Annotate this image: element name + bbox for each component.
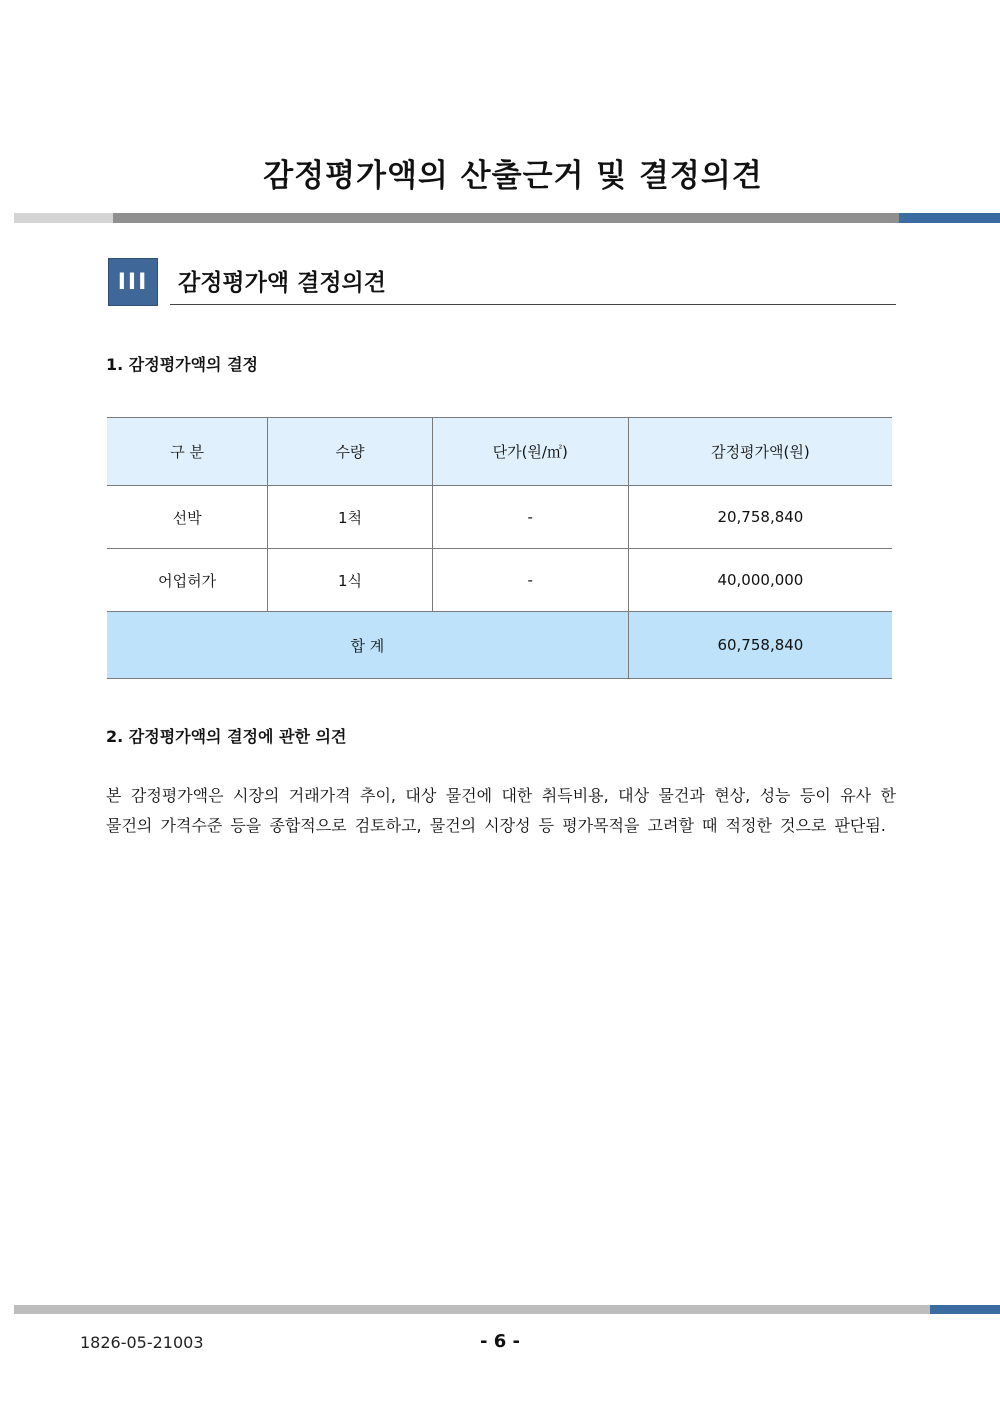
cell-quantity: 1식 — [268, 549, 432, 612]
header-quantity: 수량 — [268, 418, 432, 486]
footer-blue-segment — [930, 1305, 1000, 1314]
footer-divider-bar — [14, 1305, 1000, 1314]
subsection-heading-2: 2. 감정평가액의 결정에 관한 의견 — [106, 727, 347, 746]
table-header-row — [107, 418, 892, 486]
cell-unit-price: - — [432, 549, 628, 612]
document-code: 1826-05-21003 — [80, 1333, 204, 1352]
table-row — [107, 486, 892, 549]
table-row — [107, 549, 892, 612]
header-amount: 감정평가액(원) — [628, 418, 892, 486]
total-label: 합 계 — [107, 612, 628, 679]
appraisal-value-table — [107, 417, 892, 679]
section-underline — [170, 304, 896, 305]
cell-category: 선박 — [107, 486, 268, 549]
cell-unit-price: - — [432, 486, 628, 549]
document-title: 감정평가액의 산출근거 및 결정의견 — [263, 158, 763, 194]
total-amount: 60,758,840 — [628, 612, 892, 679]
table-total-row — [107, 612, 892, 679]
cell-category: 어업허가 — [107, 549, 268, 612]
header-category: 구 분 — [107, 418, 268, 486]
cell-amount: 40,000,000 — [628, 549, 892, 612]
footer-gray-segment — [14, 1305, 930, 1314]
section-number-badge: III — [108, 258, 158, 306]
divider-light-segment — [14, 213, 113, 223]
header-unit-price: 단가(원/㎡) — [432, 418, 628, 486]
section-title: 감정평가액 결정의견 — [178, 270, 386, 296]
cell-amount: 20,758,840 — [628, 486, 892, 549]
divider-gray-segment — [113, 213, 899, 223]
title-divider-bar — [14, 213, 1000, 223]
cell-quantity: 1척 — [268, 486, 432, 549]
opinion-paragraph: 본 감정평가액은 시장의 거래가격 추이, 대상 물건에 대한 취득비용, 대상 물건과 현상, 성능 등이 유사 한 물건의 가격수준 등을 종합적으로 검토하고, 물건의 시장성 등 평가목적을 고려할 때 적정한 것으로 판단됨. — [106, 786, 896, 835]
divider-blue-segment — [899, 213, 1000, 223]
subsection-heading-1: 1. 감정평가액의 결정 — [106, 355, 258, 374]
page-number: - 6 - — [480, 1331, 520, 1352]
